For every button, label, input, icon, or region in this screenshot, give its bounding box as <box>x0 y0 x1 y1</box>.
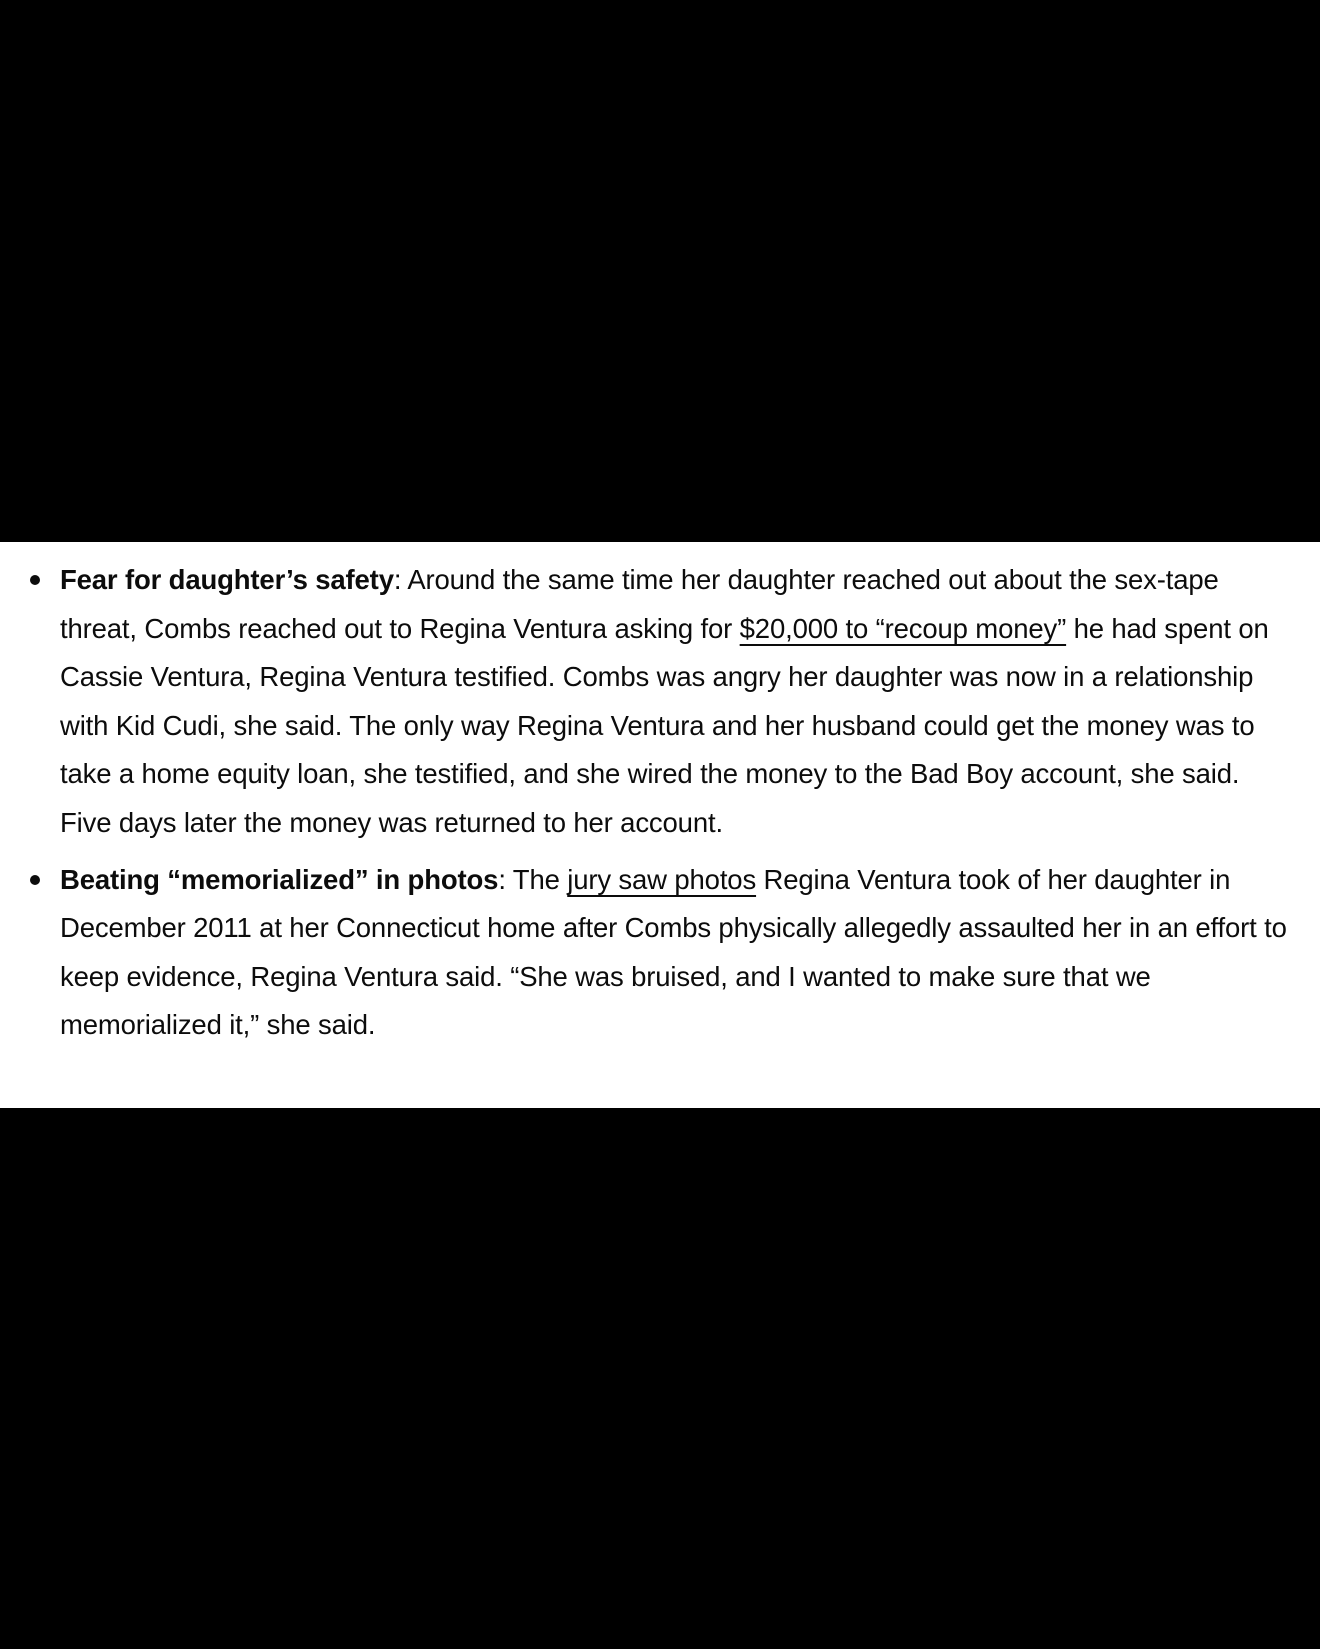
bullet-text: The <box>512 863 568 895</box>
bullet-icon <box>30 575 40 585</box>
recoup-money-link[interactable]: $20,000 to “recoup money” <box>739 612 1067 644</box>
bottom-black-area <box>0 1108 1320 1649</box>
bullet-separator: : <box>498 863 513 895</box>
list-item-fear-for-safety <box>60 556 1296 848</box>
bullet-icon <box>30 875 40 885</box>
top-black-area <box>0 0 1320 542</box>
bullet-list <box>0 542 1320 1050</box>
bullet-text: Around the same time her daughter reached out about the sex-tape threat, Combs reached out to Regina Ventura asking for <box>60 564 1219 644</box>
bullet-lead: Beating “memorialized” in photos <box>60 863 499 895</box>
bullet-lead: Fear for daughter’s safety <box>60 564 394 595</box>
bullet-separator: : <box>393 564 408 595</box>
jury-saw-photos-link[interactable]: jury saw photos <box>567 863 757 895</box>
bullet-text: he had spent on Cassie Ventura, Regina Ventura testified. Combs was angry her daughter was now in a relationship with Kid Cudi, she said. The only way Regina Ventura and her husband could get the money was to take a home equity loan, she testified, and she wired the money to the Bad Boy account, she said. Five days later the money was returned to her account. <box>60 612 1269 838</box>
bullet-text: Regina Ventura took of her daughter in December 2011 at her Connecticut home after Combs physically allegedly assaulted her in an effort to keep evidence, Regina Ventura said. “She was bruised, and I wanted to make sure that we memorialized it,” she said. <box>60 863 1287 1041</box>
article-excerpt <box>0 542 1320 1108</box>
list-item-beating-memorialized <box>60 856 1296 1050</box>
